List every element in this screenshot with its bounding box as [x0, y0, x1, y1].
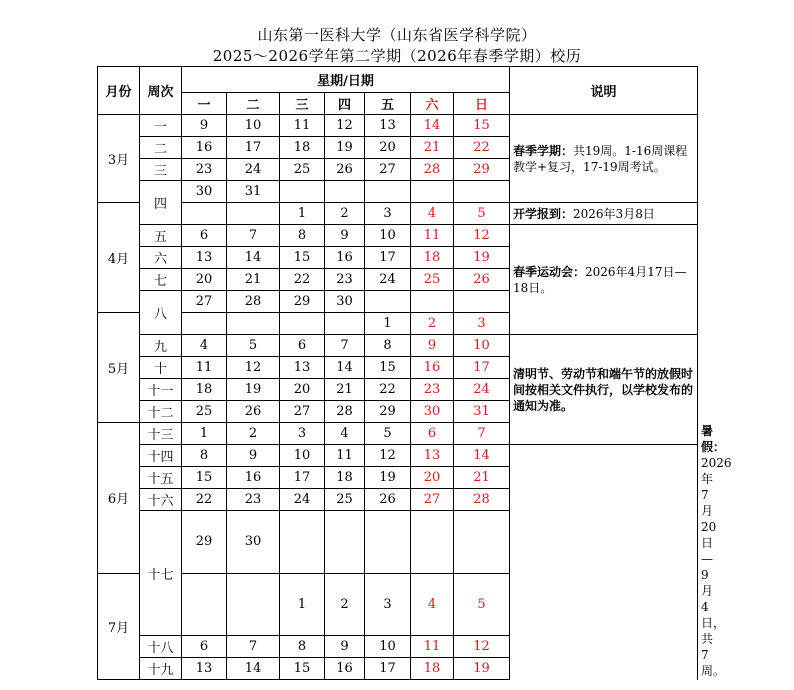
- date-cell: 28: [454, 489, 510, 511]
- date-cell: 19: [227, 379, 280, 401]
- week-cell: 十三: [140, 423, 182, 445]
- date-cell: 7: [325, 335, 365, 357]
- date-cell: 23: [411, 379, 454, 401]
- date-cell: [454, 511, 510, 574]
- date-cell: 14: [325, 357, 365, 379]
- week-cell: 三: [140, 159, 182, 181]
- date-cell: 17: [227, 137, 280, 159]
- date-cell: 7: [227, 225, 280, 247]
- date-cell: 31: [454, 401, 510, 423]
- date-cell: 9: [325, 636, 365, 658]
- note-spring-semester: [510, 115, 698, 203]
- week-cell: 十二: [140, 401, 182, 423]
- date-cell: 11: [182, 357, 227, 379]
- date-cell: 18: [325, 467, 365, 489]
- date-cell: [325, 511, 365, 574]
- date-cell: 2: [325, 203, 365, 225]
- date-cell: 13: [411, 445, 454, 467]
- date-cell: 23: [227, 489, 280, 511]
- date-cell: 20: [365, 137, 411, 159]
- date-cell: 10: [280, 445, 325, 467]
- date-cell: 19: [454, 247, 510, 269]
- date-cell: 20: [182, 269, 227, 291]
- date-cell: 10: [365, 636, 411, 658]
- date-cell: 14: [227, 658, 280, 680]
- header-weekday-date: 星期/日期: [182, 67, 510, 93]
- date-cell: 1: [280, 573, 325, 636]
- date-cell: 3: [365, 573, 411, 636]
- table-row: [98, 658, 698, 680]
- date-cell: 23: [325, 269, 365, 291]
- date-cell: 25: [411, 269, 454, 291]
- date-cell: [411, 181, 454, 203]
- date-cell: 7: [227, 636, 280, 658]
- date-cell: 26: [325, 159, 365, 181]
- date-cell: 24: [280, 489, 325, 511]
- note-label: 暑假：: [701, 424, 726, 454]
- header-week: 周次: [140, 67, 182, 115]
- date-cell: [454, 291, 510, 313]
- week-cell: 十六: [140, 489, 182, 511]
- date-cell: 10: [454, 335, 510, 357]
- date-cell: 14: [411, 115, 454, 137]
- calendar-title: 山东第一医科大学（山东省医学科学院）: [257, 26, 537, 44]
- date-cell: 9: [182, 115, 227, 137]
- date-cell: [365, 511, 411, 574]
- week-cell: 五: [140, 225, 182, 247]
- date-cell: 30: [325, 291, 365, 313]
- note-text: 清明节、劳动节和端午节的放假时间按相关文件执行，以学校发布的通知为准。: [513, 366, 694, 413]
- date-cell: 25: [325, 489, 365, 511]
- date-cell: 2: [411, 313, 454, 335]
- weekday-header: 三: [280, 93, 325, 115]
- date-cell: 22: [182, 489, 227, 511]
- date-cell: 17: [454, 357, 510, 379]
- date-cell: 15: [182, 467, 227, 489]
- date-cell: 26: [365, 489, 411, 511]
- month-cell: 5月: [98, 313, 140, 423]
- date-cell: 24: [227, 159, 280, 181]
- date-cell: 30: [411, 401, 454, 423]
- date-cell: 11: [411, 636, 454, 658]
- table-row: [98, 511, 698, 574]
- date-cell: 22: [365, 379, 411, 401]
- date-cell: [280, 181, 325, 203]
- date-cell: 12: [325, 115, 365, 137]
- weekday-header-sunday: 日: [454, 93, 510, 115]
- week-cell: 六: [140, 247, 182, 269]
- date-cell: [325, 313, 365, 335]
- date-cell: 6: [280, 335, 325, 357]
- table-row: [98, 115, 698, 137]
- date-cell: [365, 291, 411, 313]
- date-cell: 15: [365, 357, 411, 379]
- week-cell: 二: [140, 137, 182, 159]
- date-cell: 19: [365, 467, 411, 489]
- date-cell: [182, 573, 227, 636]
- date-cell: 8: [182, 445, 227, 467]
- date-cell: 16: [325, 658, 365, 680]
- date-cell: 2: [325, 573, 365, 636]
- header-notes: 说明: [510, 67, 698, 115]
- date-cell: 16: [325, 247, 365, 269]
- note-text: 共19周。1-16周课程教学+复习，17-19周考试。: [513, 143, 688, 174]
- week-cell: 十八: [140, 636, 182, 658]
- date-cell: 12: [454, 636, 510, 658]
- date-cell: 22: [454, 137, 510, 159]
- date-cell: 12: [365, 445, 411, 467]
- date-cell: 16: [227, 467, 280, 489]
- date-cell: [227, 573, 280, 636]
- note-holidays: [510, 335, 698, 445]
- date-cell: 14: [454, 445, 510, 467]
- date-cell: 9: [325, 225, 365, 247]
- week-cell: 十五: [140, 467, 182, 489]
- date-cell: 28: [325, 401, 365, 423]
- date-cell: 11: [325, 445, 365, 467]
- date-cell: 29: [280, 291, 325, 313]
- date-cell: 15: [280, 247, 325, 269]
- date-cell: 27: [182, 291, 227, 313]
- date-cell: 15: [454, 115, 510, 137]
- date-cell: [227, 313, 280, 335]
- weekday-header: 一: [182, 93, 227, 115]
- date-cell: 3: [365, 203, 411, 225]
- date-cell: 19: [454, 658, 510, 680]
- date-cell: [280, 511, 325, 574]
- date-cell: 25: [280, 159, 325, 181]
- date-cell: [280, 313, 325, 335]
- week-cell: 七: [140, 269, 182, 291]
- date-cell: 3: [280, 423, 325, 445]
- date-cell: 4: [182, 335, 227, 357]
- academic-calendar-table: [97, 66, 732, 680]
- table-row: [98, 636, 698, 658]
- note-sports-meet: [510, 225, 698, 335]
- date-cell: 7: [454, 423, 510, 445]
- date-cell: 11: [411, 225, 454, 247]
- note-text: 2026年3月8日: [573, 206, 655, 221]
- week-cell: 四: [140, 181, 182, 225]
- date-cell: 4: [325, 423, 365, 445]
- date-cell: [182, 313, 227, 335]
- date-cell: 4: [411, 203, 454, 225]
- date-cell: 8: [365, 335, 411, 357]
- date-cell: 26: [227, 401, 280, 423]
- weekday-header-saturday: 六: [411, 93, 454, 115]
- date-cell: 30: [182, 181, 227, 203]
- date-cell: 18: [280, 137, 325, 159]
- week-cell: 十九: [140, 658, 182, 680]
- date-cell: 2: [227, 423, 280, 445]
- header-month: 月份: [98, 67, 140, 115]
- date-cell: 21: [325, 379, 365, 401]
- week-cell: 一: [140, 115, 182, 137]
- calendar-subtitle: 2025～2026学年第二学期（2026年春季学期）校历: [212, 47, 582, 65]
- date-cell: 17: [365, 658, 411, 680]
- note-text: 2026年7月20日—9月4日，共7周。: [701, 456, 732, 678]
- date-cell: 24: [454, 379, 510, 401]
- date-cell: 28: [411, 159, 454, 181]
- weekday-header: 五: [365, 93, 411, 115]
- date-cell: 1: [365, 313, 411, 335]
- date-cell: 23: [182, 159, 227, 181]
- date-cell: [454, 181, 510, 203]
- table-row: [98, 225, 698, 247]
- date-cell: 5: [454, 203, 510, 225]
- date-cell: 1: [182, 423, 227, 445]
- date-cell: 13: [280, 357, 325, 379]
- date-cell: 8: [280, 225, 325, 247]
- week-cell: 九: [140, 335, 182, 357]
- table-row: [98, 445, 698, 467]
- date-cell: 18: [182, 379, 227, 401]
- note-label: 春季运动会：: [513, 264, 586, 279]
- month-cell: 3月: [98, 115, 140, 203]
- date-cell: 17: [365, 247, 411, 269]
- date-cell: 15: [280, 658, 325, 680]
- date-cell: 5: [227, 335, 280, 357]
- date-cell: 17: [280, 467, 325, 489]
- date-cell: 8: [280, 636, 325, 658]
- week-cell: 十: [140, 357, 182, 379]
- date-cell: 27: [411, 489, 454, 511]
- date-cell: 9: [227, 445, 280, 467]
- note-text: 2026年4月17日—18日。: [513, 264, 687, 295]
- month-cell: 7月: [98, 573, 140, 680]
- date-cell: [411, 291, 454, 313]
- table-row: [98, 573, 698, 636]
- note-label: 开学报到：: [513, 206, 574, 221]
- date-cell: 3: [454, 313, 510, 335]
- date-cell: 21: [454, 467, 510, 489]
- date-cell: 13: [182, 247, 227, 269]
- date-cell: 31: [227, 181, 280, 203]
- date-cell: 29: [365, 401, 411, 423]
- week-cell: 十七: [140, 511, 182, 636]
- date-cell: 19: [325, 137, 365, 159]
- date-cell: 18: [411, 658, 454, 680]
- date-cell: 16: [182, 137, 227, 159]
- date-cell: 12: [454, 225, 510, 247]
- month-cell: 6月: [98, 423, 140, 574]
- date-cell: 18: [411, 247, 454, 269]
- date-cell: 6: [182, 225, 227, 247]
- date-cell: [182, 203, 227, 225]
- date-cell: 21: [411, 137, 454, 159]
- date-cell: 9: [411, 335, 454, 357]
- date-cell: 5: [365, 423, 411, 445]
- date-cell: [227, 203, 280, 225]
- date-cell: 6: [182, 636, 227, 658]
- date-cell: 29: [454, 159, 510, 181]
- date-cell: [325, 181, 365, 203]
- date-cell: 14: [227, 247, 280, 269]
- date-cell: 10: [365, 225, 411, 247]
- date-cell: 10: [227, 115, 280, 137]
- date-cell: 4: [411, 573, 454, 636]
- date-cell: 28: [227, 291, 280, 313]
- date-cell: 11: [280, 115, 325, 137]
- note-registration: [510, 203, 698, 225]
- date-cell: 27: [280, 401, 325, 423]
- date-cell: 22: [280, 269, 325, 291]
- date-cell: 30: [227, 511, 280, 574]
- date-cell: 12: [227, 357, 280, 379]
- table-row: [98, 335, 698, 357]
- table-row: [98, 467, 698, 489]
- date-cell: [411, 511, 454, 574]
- date-cell: 24: [365, 269, 411, 291]
- date-cell: 5: [454, 573, 510, 636]
- note-label: 春季学期：: [513, 143, 574, 158]
- date-cell: [365, 181, 411, 203]
- date-cell: 21: [227, 269, 280, 291]
- weekday-header: 二: [227, 93, 280, 115]
- date-cell: 1: [280, 203, 325, 225]
- table-row: [98, 489, 698, 511]
- weekday-header: 四: [325, 93, 365, 115]
- date-cell: 13: [182, 658, 227, 680]
- date-cell: 25: [182, 401, 227, 423]
- date-cell: 16: [411, 357, 454, 379]
- week-cell: 十四: [140, 445, 182, 467]
- date-cell: 29: [182, 511, 227, 574]
- month-cell: 4月: [98, 203, 140, 313]
- week-cell: 十一: [140, 379, 182, 401]
- date-cell: 27: [365, 159, 411, 181]
- week-cell: 八: [140, 291, 182, 335]
- date-cell: 26: [454, 269, 510, 291]
- date-cell: 20: [411, 467, 454, 489]
- table-row: [98, 203, 698, 225]
- date-cell: 13: [365, 115, 411, 137]
- date-cell: 20: [280, 379, 325, 401]
- date-cell: 6: [411, 423, 454, 445]
